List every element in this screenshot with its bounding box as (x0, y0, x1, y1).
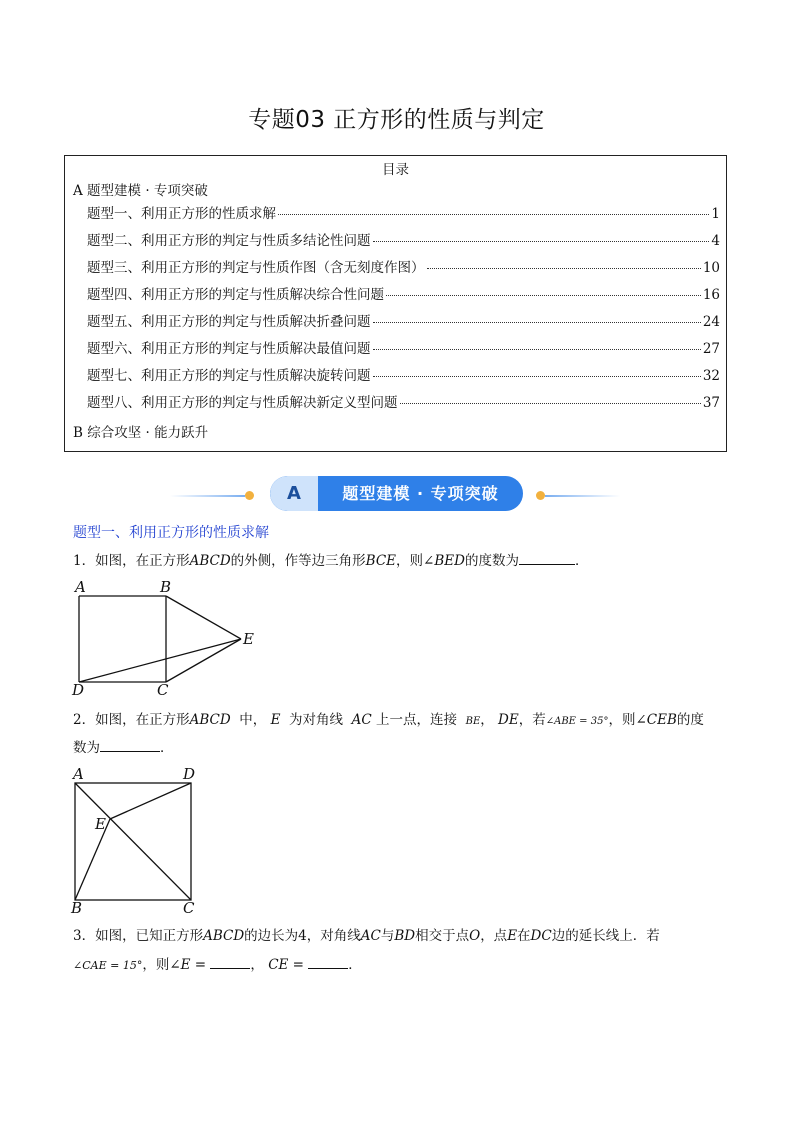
question-text: 如图，已知正方形 (95, 928, 204, 944)
toc-item-page: 32 (702, 368, 720, 384)
toc-heading: 目录 (382, 162, 409, 178)
question-text: ， (250, 957, 264, 973)
toc-item[interactable] (87, 391, 720, 411)
math-term: ∠ABE = 35° (545, 716, 609, 727)
toc-item-label: 题型一、利用正方形的性质求解 (87, 206, 276, 222)
banner-pill (270, 476, 523, 511)
toc-item-page: 24 (702, 314, 720, 330)
question-2-figure (66, 765, 216, 920)
question-number: 1． (73, 553, 96, 569)
toc-item-page: 27 (702, 341, 720, 357)
math-term: ABCD (203, 928, 245, 944)
banner-letter: A (287, 483, 301, 504)
answer-blank[interactable] (519, 564, 575, 565)
toc-item-page: 1 (711, 206, 720, 222)
question-text: 为对角线 (289, 712, 344, 728)
question-text: 数为 (73, 740, 100, 756)
question-text: 上一点，连接 (376, 712, 457, 728)
question-3-line-2 (73, 956, 362, 975)
math-term: BE (465, 716, 481, 727)
point-label-b: B (160, 578, 172, 596)
toc-item-page: 16 (702, 287, 720, 303)
point-label-c: C (183, 899, 195, 917)
point-label-a: A (75, 578, 86, 596)
math-term: 4 (298, 928, 307, 944)
toc-item-label: 题型八、利用正方形的判定与性质解决新定义型问题 (87, 395, 398, 411)
question-text: 如图，在正方形 (95, 712, 190, 728)
question-3 (73, 927, 660, 945)
question-text: 与 (380, 928, 395, 944)
question-text: 相交于点 (415, 928, 470, 944)
toc-item-page: 37 (702, 395, 720, 411)
banner-line-right (545, 495, 620, 497)
toc-leader-dots (373, 376, 701, 377)
page-title: 专题03 正方形的性质与判定 (248, 107, 545, 133)
toc-item-label: 题型四、利用正方形的判定与性质解决综合性问题 (87, 287, 384, 303)
table-of-contents (64, 155, 727, 452)
answer-blank[interactable] (308, 968, 348, 969)
toc-item[interactable] (87, 229, 720, 249)
math-term: DE (498, 712, 519, 728)
toc-leader-dots (400, 403, 701, 404)
toc-leader-dots (386, 295, 701, 296)
question-text: 中， (239, 712, 267, 728)
question-text: ，则 (142, 957, 170, 973)
math-term: ABCD (189, 712, 231, 728)
toc-item[interactable] (87, 364, 720, 384)
math-term: ABCD (189, 553, 231, 569)
math-term: AC (360, 928, 381, 944)
question-number: 3． (73, 928, 96, 944)
point-label-e: E (243, 630, 254, 648)
question-text: 如图，在正方形 (95, 553, 190, 569)
question-text: 的度 (676, 712, 704, 728)
math-term: E (507, 928, 518, 944)
math-term: O (469, 928, 481, 944)
question-number: 2． (73, 712, 96, 728)
toc-item-label: 题型七、利用正方形的判定与性质解决旋转问题 (87, 368, 371, 384)
math-term: DC (530, 928, 552, 944)
math-term: AC (351, 712, 372, 728)
toc-item-page: 10 (702, 260, 720, 276)
question-text: ． (348, 957, 362, 973)
question-2 (73, 711, 704, 731)
toc-item[interactable] (87, 283, 720, 303)
question-text: ，则 (396, 553, 424, 569)
toc-leader-dots (373, 349, 701, 350)
point-label-b: B (71, 899, 83, 917)
banner-dot-left (245, 491, 254, 500)
toc-item[interactable] (87, 202, 720, 222)
toc-section-b[interactable]: B 综合攻坚 · 能力跃升 (73, 425, 209, 441)
question-text: ，对角线 (306, 928, 361, 944)
math-term: BCE (365, 553, 397, 569)
answer-blank[interactable] (210, 968, 250, 969)
question-text: ，点 (480, 928, 508, 944)
point-label-d: D (72, 681, 85, 699)
math-term: ∠CAE = 15° (73, 959, 143, 972)
point-label-d: D (183, 765, 196, 783)
toc-item-label: 题型五、利用正方形的判定与性质解决折叠问题 (87, 314, 371, 330)
toc-leader-dots (373, 241, 710, 242)
question-text: ，则 (608, 712, 636, 728)
section-banner (170, 474, 620, 514)
answer-blank[interactable] (100, 751, 160, 752)
toc-section-a[interactable]: A 题型建模 · 专项突破 (73, 183, 208, 199)
toc-item[interactable] (87, 310, 720, 330)
section-heading: 题型一、利用正方形的性质求解 (73, 525, 269, 541)
point-label-e: E (95, 815, 106, 833)
question-text: ，若 (518, 712, 546, 728)
toc-item[interactable] (87, 337, 720, 357)
point-label-a: A (73, 765, 84, 783)
toc-leader-dots (373, 322, 701, 323)
question-text: 边的延长线上．若 (551, 928, 660, 944)
math-term: BD (394, 928, 416, 944)
question-text: ． (160, 740, 174, 756)
math-term: E (270, 712, 281, 728)
math-term: ∠E = (169, 957, 207, 973)
question-text: 的度数为 (464, 553, 519, 569)
math-term: ∠BED (423, 553, 465, 569)
question-text: 在 (517, 928, 531, 944)
toc-item[interactable] (87, 256, 720, 276)
banner-label: 题型建模 · 专项突破 (342, 484, 499, 503)
point-label-c: C (157, 681, 169, 699)
math-term: ∠CEB (635, 712, 677, 728)
toc-item-label: 题型三、利用正方形的判定与性质作图（含无刻度作图） (87, 260, 425, 276)
banner-dot-right (536, 491, 545, 500)
question-1 (73, 552, 588, 570)
toc-leader-dots (278, 214, 709, 215)
question-text: 的外侧，作等边三角形 (230, 553, 366, 569)
question-2-line-2 (73, 739, 174, 757)
question-text: ． (574, 553, 589, 569)
toc-item-page: 4 (711, 233, 720, 249)
toc-leader-dots (427, 268, 701, 269)
question-text: ， (480, 712, 494, 728)
toc-item-label: 题型六、利用正方形的判定与性质解决最值问题 (87, 341, 371, 357)
toc-item-label: 题型二、利用正方形的判定与性质多结论性问题 (87, 233, 371, 249)
math-term: CE = (268, 957, 304, 973)
banner-line-left (170, 495, 245, 497)
question-text: 的边长为 (244, 928, 299, 944)
question-1-figure (70, 578, 270, 698)
